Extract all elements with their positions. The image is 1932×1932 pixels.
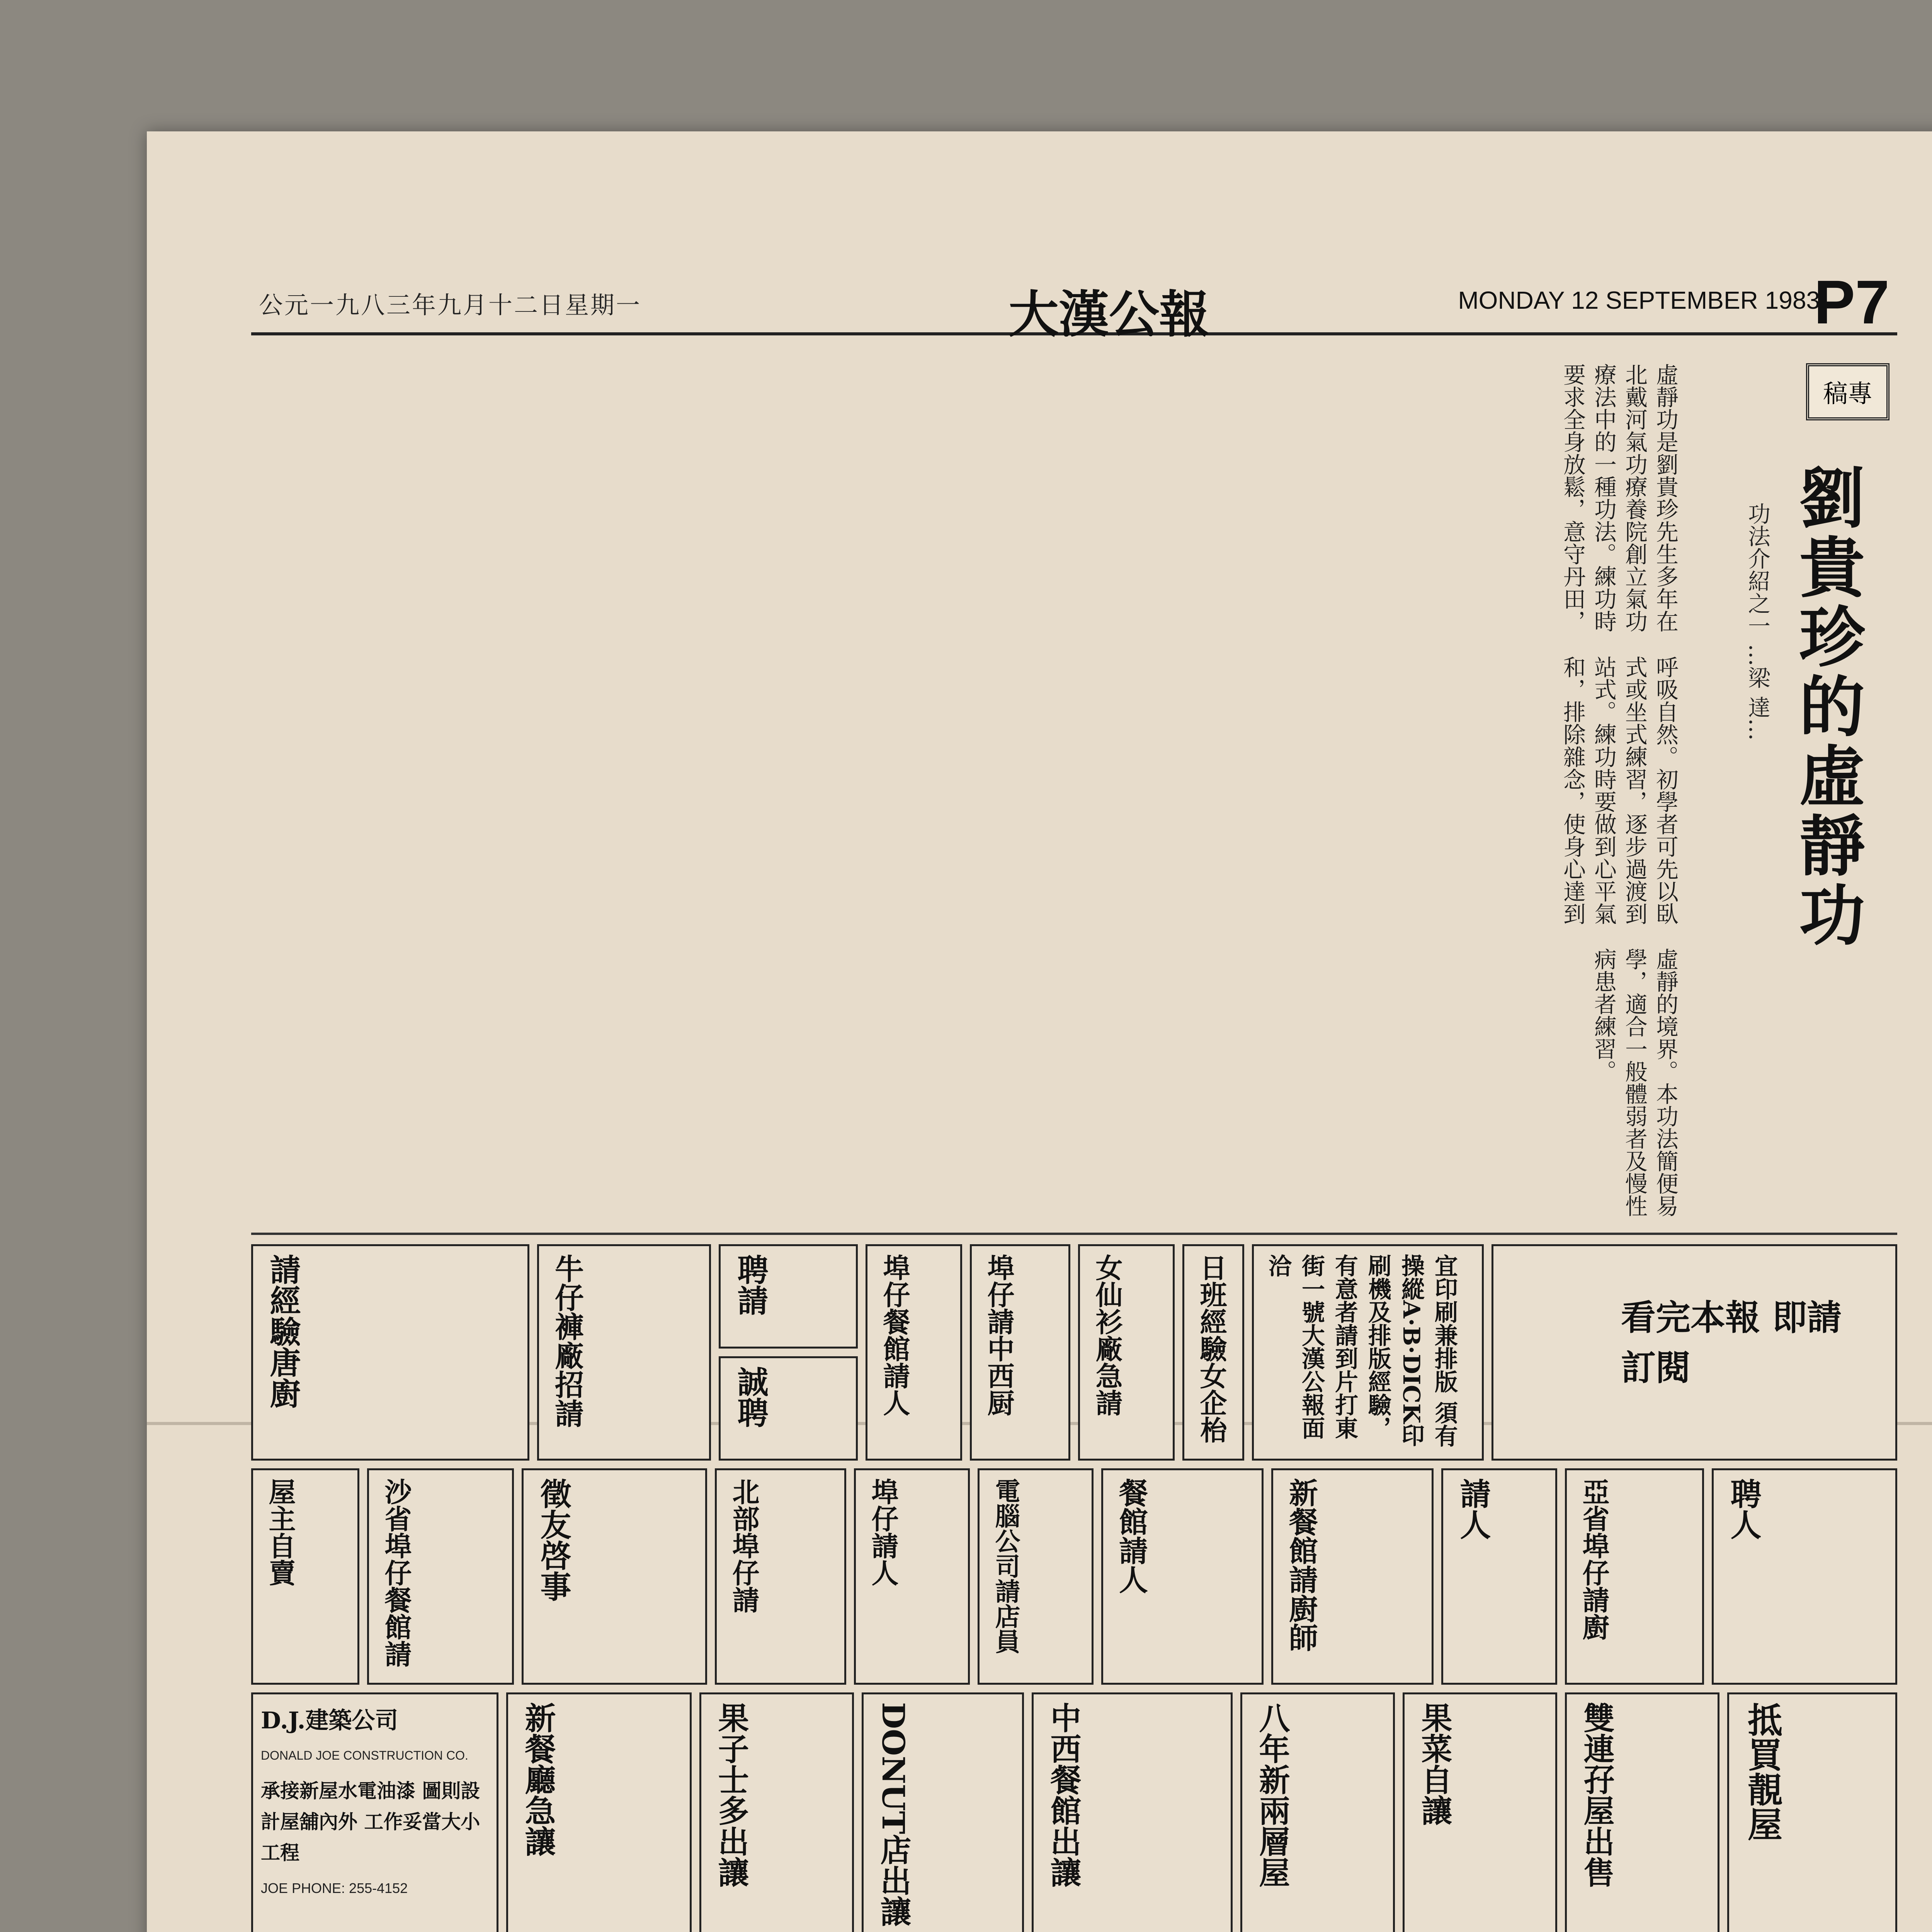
ad-title: 八年新兩層屋 — [1254, 1702, 1290, 1888]
ad-title: 餐館請人 — [1114, 1478, 1148, 1594]
masthead — [251, 267, 1897, 344]
page-number: P7 — [1814, 267, 1889, 337]
ad-title: 徵友啓事 — [535, 1478, 571, 1602]
ad-title: 新餐廳急讓 — [520, 1702, 556, 1857]
ad-printing — [1252, 1244, 1484, 1461]
article-title: 劉貴珍的虛靜功 — [1788, 464, 1865, 951]
ad-subtitle: DONALD JOE CONSTRUCTION CO. — [261, 1748, 468, 1762]
ad-fruit2 — [1403, 1692, 1557, 1932]
ad-title: 誠聘 — [732, 1366, 769, 1428]
ad-title: 請經驗唐廚 — [265, 1254, 301, 1408]
ad-title: 電腦公司請店員 — [991, 1478, 1020, 1654]
ad-newrest — [1271, 1468, 1434, 1685]
ad-title: DONUT店出讓 — [875, 1702, 912, 1927]
ad-hire3 — [1712, 1468, 1897, 1685]
masthead-chinese-date: 公元一九八三年九月十二日星期一 — [259, 291, 642, 319]
ad-exp — [251, 1244, 529, 1461]
article-subtitle: 功法介紹之一 …梁 達… — [1744, 502, 1770, 741]
ad-title: 看完本報 即請訂閱 — [1621, 1297, 1842, 1388]
ad-rice — [1182, 1244, 1244, 1461]
ad-title: 埠仔請人 — [867, 1478, 899, 1586]
ad-title: 屋主自賣 — [264, 1478, 296, 1586]
ad-cattle — [537, 1244, 711, 1461]
ad-phone: JOE PHONE: 255-4152 — [261, 1880, 408, 1896]
ad-north — [715, 1468, 846, 1685]
ad-title: 牛仔褲廠招請 — [550, 1254, 584, 1428]
ad-title: 聘人 — [1725, 1478, 1762, 1540]
ad-title: 抵買靚屋 — [1742, 1702, 1782, 1841]
masthead-english-date: MONDAY 12 SEPTEMBER 1983 — [1458, 286, 1820, 314]
paper-name: 大漢公報 — [1009, 285, 1210, 344]
ad-title: 沙省埠仔餐館請 — [380, 1478, 412, 1667]
ad-title: 新餐館請廚師 — [1284, 1478, 1318, 1652]
ad-hire2 — [719, 1356, 858, 1461]
ad-province — [1565, 1468, 1704, 1685]
ad-cheap — [1727, 1692, 1897, 1932]
article-tag: 稿專 — [1806, 363, 1889, 420]
ad-subscribe — [1492, 1244, 1897, 1461]
ad-restaurant1 — [866, 1244, 962, 1461]
ad-title: 亞省埠仔請廚 — [1578, 1478, 1610, 1640]
ad-hire4 — [854, 1468, 970, 1685]
ad-title: 埠仔餐館請人 — [879, 1254, 911, 1416]
ad-waiter — [1101, 1468, 1264, 1685]
ad-body: 承接新屋水電油漆 圖則設計屋舖內外 工作妥當大小工程 — [261, 1779, 480, 1864]
ad-shajong — [367, 1468, 514, 1685]
newspaper-page — [147, 131, 1932, 1932]
ad-factory — [1078, 1244, 1175, 1461]
ad-title: 請人 — [1455, 1478, 1491, 1540]
ad-chinese — [1032, 1692, 1233, 1932]
ad-computer — [978, 1468, 1094, 1685]
ad-title: 聘請 — [732, 1254, 769, 1316]
ad-shop — [251, 1468, 359, 1685]
ad-carpenter — [970, 1244, 1070, 1461]
article-body: 虛靜功是劉貴珍先生多年在北戴河氣功療養院創立氣功療法中的一種功法。練功時要求全身放鬆，意守丹田，呼吸自然。初學者可先以臥式或坐式練習，逐步過渡到站式。練功時要做到心平氣和，排除雜念，使身心達到虛靜的境界。本功法簡便易學，適合一般體弱者及慢性病患者練習。 — [1560, 363, 1679, 1217]
ad-fruit — [699, 1692, 854, 1932]
ad-title: 北部埠仔請 — [728, 1478, 760, 1613]
ad-title: D.J.建築公司 — [261, 1707, 398, 1734]
ad-please — [1441, 1468, 1557, 1685]
ad-newrest2 — [506, 1692, 692, 1932]
ad-title: 日班經驗女企枱 — [1196, 1254, 1228, 1443]
ad-title: 埠仔請中西厨 — [983, 1254, 1015, 1416]
feature-article — [251, 348, 1897, 1235]
ad-donut — [862, 1692, 1024, 1932]
ad-tooth — [1240, 1692, 1395, 1932]
ad-title: 中西餐館出讓 — [1045, 1702, 1082, 1888]
ad-twin — [1565, 1692, 1719, 1932]
ad-hire1 — [719, 1244, 858, 1349]
ad-title: 果菜自讓 — [1416, 1702, 1452, 1826]
ad-title: 宜印刷兼排版 須有操縱A·B·DICK印刷機及排版經驗，有意者請到片打東街一號大漢公報面洽 — [1265, 1254, 1458, 1447]
ad-title: 果子士多出讓 — [713, 1702, 749, 1888]
ad-title: 女仙衫廠急請 — [1091, 1254, 1123, 1416]
ad-friend — [522, 1468, 707, 1685]
ad-djconst — [251, 1692, 498, 1932]
classified-ads — [251, 1244, 1897, 1932]
ad-title: 雙連孖屋出售 — [1578, 1702, 1615, 1888]
